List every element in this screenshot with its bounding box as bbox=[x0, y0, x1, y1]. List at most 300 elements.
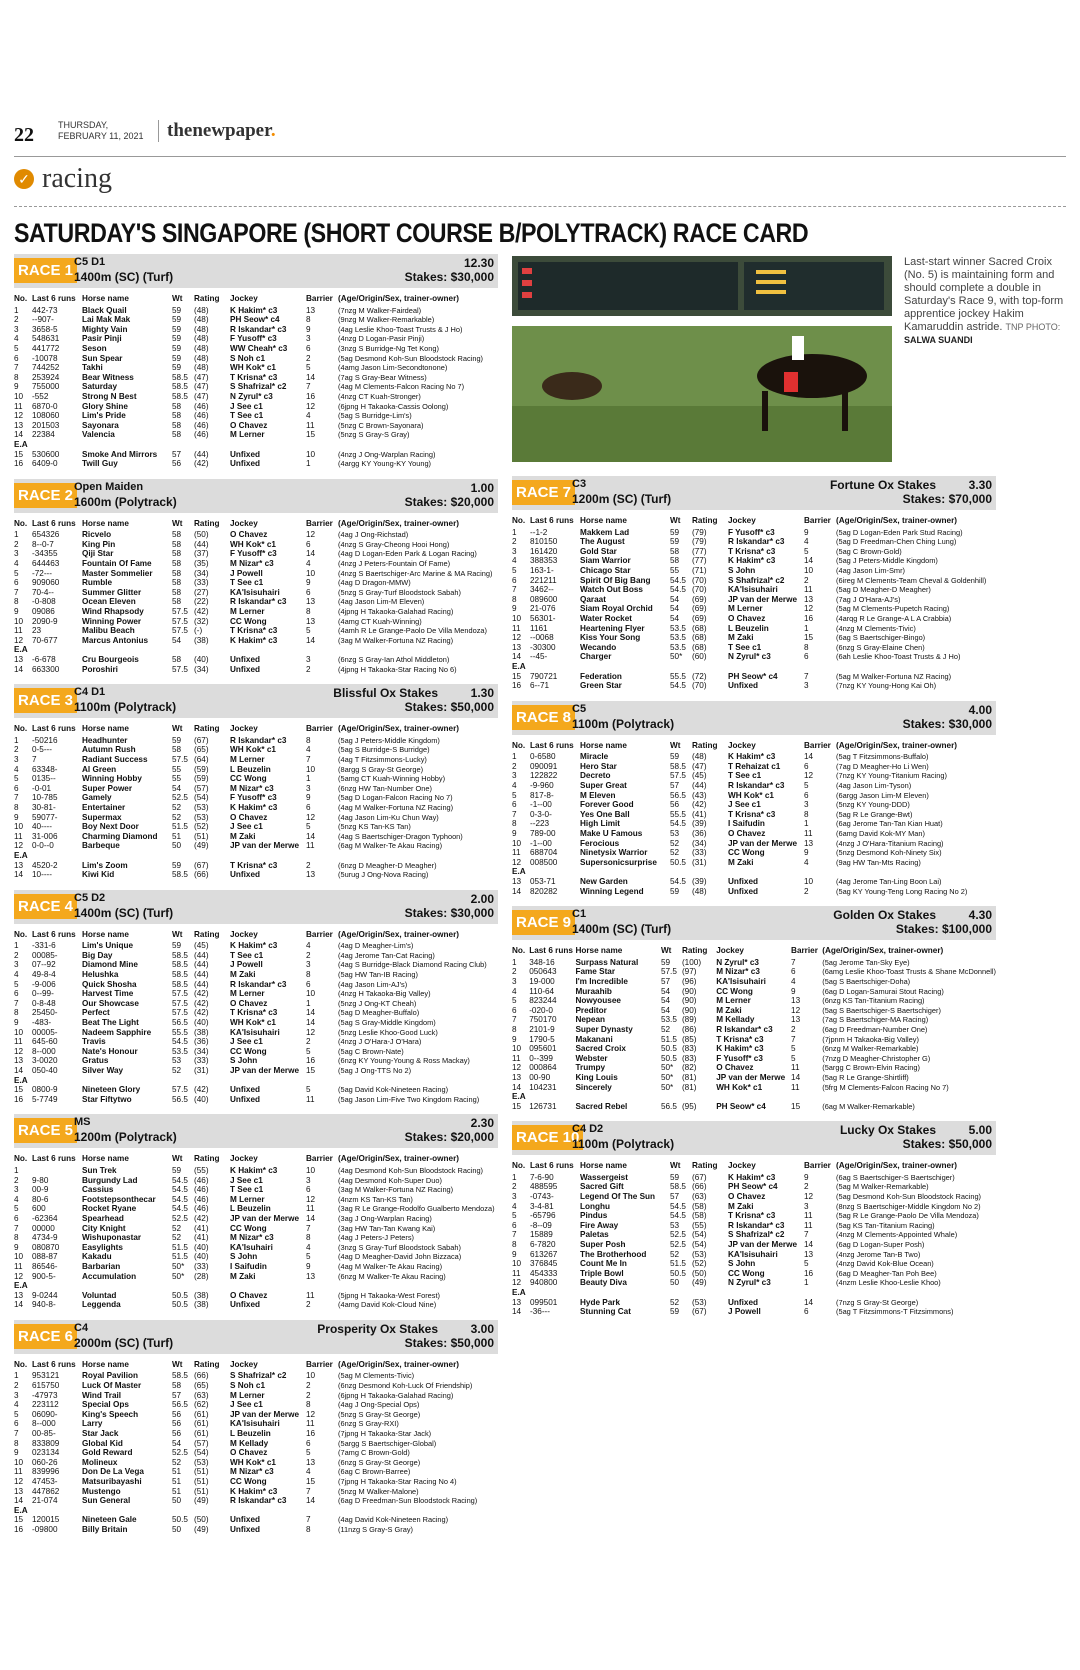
runner-cell: (5ag J Peters-Middle Kingdom) bbox=[338, 735, 440, 745]
race-time: 4.00 bbox=[968, 702, 992, 717]
runner-cell: -50216 bbox=[32, 735, 58, 745]
column-header: Jockey bbox=[716, 946, 744, 956]
runner-cell: 7 bbox=[14, 363, 19, 373]
runner-cell: 4 bbox=[14, 970, 19, 980]
runner-cell: 58.5 bbox=[172, 970, 188, 980]
runners-table bbox=[14, 294, 498, 469]
runner-cell: (5nzg C Brown-Sayonara) bbox=[338, 420, 424, 430]
runner-cell: (34) bbox=[692, 838, 707, 848]
runner-row bbox=[14, 430, 498, 440]
runner-cell: 6870-0 bbox=[32, 401, 58, 411]
runner-cell: O Chavez bbox=[716, 1063, 754, 1073]
runner-cell: (5nzg M Walker-Malone) bbox=[338, 1486, 419, 1496]
column-header: Barrier bbox=[306, 724, 333, 734]
runner-cell: (6jpng H Takaoka-Cassis Oolong) bbox=[338, 401, 449, 411]
race-time: 5.00 bbox=[968, 1123, 992, 1138]
runner-cell: 00-9 bbox=[32, 1185, 49, 1195]
runner-row bbox=[14, 832, 498, 842]
runner-row bbox=[14, 1233, 498, 1243]
runner-cell: 50* bbox=[172, 1271, 185, 1281]
column-header: Rating bbox=[692, 1161, 718, 1171]
column-header: Jockey bbox=[230, 929, 258, 939]
runner-cell: Ferocious bbox=[580, 838, 620, 848]
runner-cell: Charming Diamond bbox=[82, 831, 158, 841]
runner-row bbox=[14, 870, 498, 880]
runner-cell: 6 bbox=[14, 578, 19, 588]
runner-cell: 21-076 bbox=[530, 604, 556, 614]
runner-cell: (4ag J Peters-J Peters) bbox=[338, 1233, 414, 1243]
runner-cell: 3 bbox=[804, 800, 809, 810]
runner-cell: Matsuribayashi bbox=[82, 1477, 142, 1486]
column-header: Last 6 runs bbox=[32, 1154, 76, 1164]
runner-cell: 6 bbox=[14, 1213, 19, 1223]
ea-row bbox=[512, 1288, 996, 1298]
runner-row bbox=[512, 781, 996, 791]
runner-cell: 8 bbox=[14, 802, 19, 812]
runner-cell: 8 bbox=[14, 597, 19, 607]
runner-cell: M Kellady bbox=[716, 1015, 755, 1025]
runner-cell: 50 bbox=[172, 841, 182, 851]
race-card-3 bbox=[14, 684, 498, 880]
runner-row bbox=[14, 315, 498, 325]
runner-cell: Sun Spear bbox=[82, 353, 123, 363]
runner-cell: 13 bbox=[791, 1015, 801, 1025]
race-name: Blissful Ox Stakes bbox=[333, 686, 438, 701]
runner-cell: 14 bbox=[512, 1082, 522, 1092]
runner-cell: CC Wong bbox=[230, 616, 267, 626]
runner-cell: 59 bbox=[172, 334, 182, 344]
runner-cell: 1 bbox=[14, 1165, 19, 1175]
race-class: Open Maiden bbox=[74, 480, 144, 493]
race-header bbox=[14, 479, 498, 513]
runner-row bbox=[14, 655, 498, 665]
runner-cell: 5 bbox=[512, 790, 517, 800]
runner-cell: 56.5 bbox=[660, 1101, 677, 1111]
runner-cell: 16 bbox=[14, 459, 24, 469]
column-header: Horse name bbox=[82, 1154, 129, 1164]
runner-cell: (4nzg M Clements-Tivic) bbox=[836, 623, 916, 633]
runner-cell: N Zyrul* c3 bbox=[716, 957, 759, 967]
runner-cell: Diamond Mine bbox=[82, 960, 138, 970]
runner-cell: R Iskandar* c3 bbox=[230, 324, 287, 334]
runner-cell: (4ag M Clements-Falcon Racing No 7) bbox=[338, 382, 465, 392]
runner-cell: Triple Bowl bbox=[580, 1268, 624, 1278]
runner-cell: WH Kok* c1 bbox=[230, 1457, 276, 1467]
runners-table bbox=[512, 516, 996, 691]
runner-cell: 14 bbox=[306, 831, 316, 841]
runner-cell: 2 bbox=[306, 353, 311, 363]
table-header-row bbox=[14, 930, 498, 942]
column-header: Rating bbox=[681, 946, 708, 956]
runner-cell: (46) bbox=[194, 420, 209, 430]
runner-row bbox=[14, 1291, 498, 1301]
runner-cell: S Noh c1 bbox=[230, 1381, 266, 1391]
runner-row bbox=[512, 1298, 996, 1308]
caption-text: Last-start winner Sacred Croix (No. 5) is maintaining form and should complete a double in Saturday's Race 9, with top-form apprentice jockey Hakim Kamaruddin astride. bbox=[904, 256, 1064, 333]
runner-cell: (6ag Jerome Tan-Tan Kian Huat) bbox=[836, 819, 943, 829]
runner-cell: Winning Legend bbox=[580, 886, 644, 896]
runner-cell: -09800 bbox=[32, 1524, 58, 1534]
runner-row bbox=[14, 626, 498, 636]
runner-cell: Helushka bbox=[82, 970, 119, 980]
column-header: Last 6 runs bbox=[32, 724, 76, 734]
runner-cell: 161420 bbox=[530, 546, 558, 556]
runner-cell: 2 bbox=[14, 950, 19, 960]
runner-cell: 51.5 bbox=[172, 822, 188, 832]
runner-cell: (39) bbox=[692, 877, 707, 886]
runner-cell: 14 bbox=[14, 1496, 24, 1506]
runner-cell: Ricvelo bbox=[82, 530, 112, 540]
runner-cell: Pasir Pinji bbox=[82, 334, 122, 344]
column-header: Rating bbox=[194, 1154, 220, 1164]
runner-cell: 817-8- bbox=[530, 790, 554, 800]
runner-cell: 4 bbox=[512, 556, 517, 566]
runner-cell: (6nzg S Gray-Elaine Chen) bbox=[836, 642, 925, 652]
runner-cell: (4ag M Walker-Fortuna NZ Racing) bbox=[338, 802, 454, 812]
runner-row bbox=[512, 810, 996, 820]
ea-label: E.A bbox=[14, 1505, 28, 1515]
runner-cell: CC Wong bbox=[230, 1223, 267, 1233]
runner-cell: 13 bbox=[306, 305, 316, 315]
runner-cell: 9 bbox=[512, 829, 517, 839]
runner-row bbox=[14, 549, 498, 559]
runner-cell: (5ag D Meagher-D Meagher) bbox=[836, 585, 931, 595]
runner-cell: (66) bbox=[194, 1371, 209, 1381]
runner-cell: M Lerner bbox=[230, 1390, 265, 1400]
runner-cell: WH Kok* c1 bbox=[728, 790, 774, 800]
runner-cell: (4ag Jason Lim-Smr) bbox=[836, 565, 905, 575]
runner-cell: 10 bbox=[14, 1027, 24, 1037]
runner-row bbox=[14, 1429, 498, 1439]
runner-cell: Mustengo bbox=[82, 1486, 121, 1496]
runner-cell: 11 bbox=[512, 1268, 521, 1278]
runner-cell: Lim's Unique bbox=[82, 941, 134, 951]
runner-cell: King Louis bbox=[575, 1072, 618, 1082]
race-stakes: Stakes: $20,000 bbox=[404, 1130, 494, 1145]
column-header: Barrier bbox=[804, 516, 831, 525]
runner-cell: 5 bbox=[306, 1448, 311, 1458]
runner-cell: 6 bbox=[306, 979, 311, 989]
runner-cell: 50.5 bbox=[172, 1290, 188, 1300]
runners-table bbox=[14, 1360, 498, 1535]
runner-cell: (46) bbox=[194, 411, 209, 421]
runner-cell: Glory Shine bbox=[82, 401, 128, 411]
race-tag: RACE 10 bbox=[512, 1125, 583, 1150]
runner-cell: J See c1 bbox=[230, 401, 263, 411]
runner-cell: Marcus Antonius bbox=[82, 635, 149, 645]
runner-cell: Webster bbox=[575, 1053, 608, 1063]
runner-cell: Chicago Star bbox=[580, 565, 631, 575]
runner-cell: 11 bbox=[306, 420, 315, 430]
runner-cell: 86546- bbox=[32, 1261, 58, 1271]
runner-cell: Twill Guy bbox=[82, 459, 118, 469]
runner-cell: (48) bbox=[692, 886, 707, 896]
race-stakes: Stakes: $100,000 bbox=[895, 922, 992, 937]
runner-cell: 10 bbox=[804, 877, 814, 886]
runner-cell: (70) bbox=[692, 681, 707, 691]
race-stakes: Stakes: $30,000 bbox=[404, 905, 494, 920]
runner-cell: Silver Way bbox=[82, 1066, 124, 1075]
runner-cell: Easylights bbox=[82, 1242, 123, 1252]
runner-cell: (40) bbox=[194, 655, 209, 664]
runner-row bbox=[512, 752, 996, 762]
runner-cell: (4ag T Fitzsimmons-Lucky) bbox=[338, 754, 427, 764]
runner-cell: Hyde Park bbox=[580, 1297, 621, 1307]
runner-cell: (6jpng H Takaoka-Galahad Racing) bbox=[338, 1390, 454, 1400]
runner-cell: Accumulation bbox=[82, 1271, 137, 1281]
runner-cell: (5ag M Walker-Fortuna NZ Racing) bbox=[836, 671, 952, 681]
runner-cell: (31) bbox=[692, 857, 707, 867]
runner-row bbox=[512, 762, 996, 772]
runner-cell: Autumn Rush bbox=[82, 745, 136, 755]
runner-cell: PH Seow* c4 bbox=[230, 315, 280, 325]
runner-cell: 823244 bbox=[529, 996, 557, 1006]
column-header: Wt bbox=[172, 1359, 183, 1369]
runner-row bbox=[14, 402, 498, 412]
runner-cell: 6 bbox=[14, 783, 19, 793]
runner-cell: Surpass Natural bbox=[575, 957, 639, 967]
runner-cell: (5ag S Burridge-Lim's) bbox=[338, 411, 412, 421]
runner-cell: 54 bbox=[670, 594, 680, 604]
column-header: Last 6 runs bbox=[529, 946, 573, 956]
race-name: Fortune Ox Stakes bbox=[829, 478, 936, 492]
runner-cell: (54) bbox=[194, 1448, 209, 1458]
runner-cell: 9 bbox=[306, 793, 311, 803]
runner-cell: 13 bbox=[306, 597, 316, 607]
column-header: No. bbox=[14, 294, 28, 303]
runner-row bbox=[14, 1262, 498, 1272]
runner-cell: S Shafrizal* c2 bbox=[230, 1371, 287, 1381]
runner-cell: 57 bbox=[670, 1192, 680, 1202]
runner-cell: (70) bbox=[692, 585, 707, 595]
runner-cell: (72) bbox=[692, 671, 707, 681]
table-header-row bbox=[14, 294, 498, 306]
race-distance: 2000m (SC) (Turf) bbox=[74, 1335, 174, 1350]
runner-cell: S John bbox=[728, 565, 756, 575]
runner-cell: 5 bbox=[306, 363, 311, 373]
runner-cell: T Krisna* c3 bbox=[728, 809, 776, 819]
runner-row bbox=[512, 1102, 996, 1112]
runner-cell: M Zaki bbox=[728, 857, 754, 867]
runner-cell: 10 bbox=[306, 449, 316, 459]
runner-cell: 16 bbox=[804, 1268, 814, 1278]
runner-cell: 9 bbox=[791, 986, 796, 996]
runner-cell: O Chavez bbox=[230, 1290, 268, 1300]
runner-row bbox=[512, 1230, 996, 1240]
runner-row bbox=[14, 1214, 498, 1224]
runner-row bbox=[14, 1166, 498, 1176]
runner-cell: Valencia bbox=[82, 430, 115, 440]
runner-cell: 1 bbox=[804, 1278, 809, 1288]
runner-cell: 56 bbox=[172, 1419, 182, 1429]
runner-cell: 376845 bbox=[530, 1259, 558, 1269]
ea-label: E.A bbox=[512, 1092, 526, 1102]
race-card-2 bbox=[14, 479, 498, 675]
runner-cell: 58.5 bbox=[172, 1371, 188, 1381]
runner-cell: J Powell bbox=[728, 1307, 761, 1317]
runner-cell: -9-960 bbox=[530, 781, 554, 791]
runner-cell: 2 bbox=[306, 950, 311, 960]
runner-cell: (3nzg S Burridge-Ng Tet Kong) bbox=[338, 343, 439, 353]
runner-cell: 7 bbox=[14, 1429, 19, 1439]
runner-row bbox=[14, 1028, 498, 1038]
runner-row bbox=[14, 1515, 498, 1525]
runner-cell: 58 bbox=[172, 597, 182, 607]
runner-row bbox=[14, 736, 498, 746]
ea-label: E.A bbox=[14, 1281, 28, 1291]
runner-cell: (4nzg M Clements-Appointed Whale) bbox=[836, 1230, 958, 1240]
runner-cell: S John bbox=[230, 1252, 258, 1262]
race-class: C4 D1 bbox=[74, 686, 106, 699]
runner-cell: 57.5 bbox=[172, 664, 188, 674]
race-stakes: Stakes: $30,000 bbox=[902, 716, 992, 731]
runner-cell: O Chavez bbox=[230, 998, 268, 1008]
runner-cell: (36) bbox=[692, 829, 707, 839]
runner-cell: (69) bbox=[692, 604, 707, 614]
runner-cell: Special Ops bbox=[82, 1400, 129, 1410]
runner-cell: 2 bbox=[306, 664, 311, 674]
runner-cell: 50 bbox=[670, 1278, 680, 1288]
column-header: No. bbox=[512, 516, 526, 525]
runner-cell: 9 bbox=[14, 1018, 19, 1028]
runner-cell: (5ag KY Young-Teng Long Racing No 2) bbox=[836, 886, 968, 896]
runner-cell: 940800 bbox=[530, 1278, 558, 1288]
runner-cell: Sacred Rebel bbox=[575, 1101, 628, 1111]
runner-cell: (5nzg S Gray-Turf Bloodstock Sabah) bbox=[338, 587, 461, 597]
runner-cell: J See c1 bbox=[230, 822, 263, 832]
runner-cell: 56.5 bbox=[172, 1018, 188, 1028]
runner-cell: K Hakim* c3 bbox=[728, 556, 776, 566]
runner-cell: 6-7820 bbox=[530, 1240, 556, 1250]
runner-cell: 1 bbox=[14, 735, 19, 745]
ea-row bbox=[14, 1281, 498, 1291]
column-header: Last 6 runs bbox=[32, 1359, 76, 1369]
runner-cell: 52 bbox=[172, 1066, 182, 1075]
column-header: Rating bbox=[692, 516, 718, 525]
runner-cell: (51) bbox=[194, 1477, 209, 1486]
runner-cell: (7jpnm H Takaoka-Big Valley) bbox=[822, 1034, 919, 1044]
runner-cell: O Chavez bbox=[230, 420, 268, 430]
runner-cell: (7nzg KY Young-Titanium Racing) bbox=[836, 771, 947, 781]
runner-cell: 447862 bbox=[32, 1486, 60, 1496]
runner-cell: 23 bbox=[32, 626, 42, 636]
page-number: 22 bbox=[14, 124, 34, 146]
runner-cell: 14 bbox=[306, 1213, 316, 1223]
race-tag: RACE 5 bbox=[14, 1118, 77, 1143]
runner-cell: Unfixed bbox=[230, 1524, 261, 1534]
runner-cell: (5ag C Brown-Gold) bbox=[836, 546, 902, 556]
runner-cell: (44) bbox=[194, 979, 209, 989]
runner-cell: (4nzg CT Kuah-Stronger) bbox=[338, 391, 421, 401]
runner-cell: 51 bbox=[172, 831, 182, 841]
race-stakes: Stakes: $30,000 bbox=[404, 270, 494, 284]
runner-cell: 023134 bbox=[32, 1448, 60, 1458]
runner-cell: 1 bbox=[14, 1371, 19, 1381]
runner-cell: 58 bbox=[172, 530, 182, 540]
runner-cell: 16 bbox=[14, 1094, 24, 1104]
page-header bbox=[14, 120, 1066, 157]
runner-cell: 13 bbox=[512, 1072, 522, 1082]
runner-row bbox=[14, 951, 498, 961]
runner-row bbox=[512, 877, 996, 887]
runner-cell: Trumpy bbox=[575, 1063, 606, 1073]
runner-cell: 1 bbox=[804, 819, 809, 829]
runner-cell: F Yusoff* c3 bbox=[728, 527, 775, 537]
runner-cell: (6nzg S Gray-Ian Athol Middleton) bbox=[338, 655, 450, 664]
runner-cell: (3ag J Ong-Warplan Racing) bbox=[338, 1213, 432, 1223]
runner-cell: 59 bbox=[670, 1307, 680, 1317]
runner-cell: 4 bbox=[512, 781, 517, 791]
runner-cell: 2 bbox=[804, 1182, 809, 1192]
runner-cell: (70) bbox=[692, 575, 707, 585]
race-tag: RACE 4 bbox=[14, 894, 77, 919]
runner-cell: M Kellady bbox=[230, 1438, 269, 1448]
runner-row bbox=[14, 784, 498, 794]
column-header: No. bbox=[512, 946, 526, 956]
column-header: Horse name bbox=[82, 724, 129, 734]
runner-cell: 5 bbox=[14, 979, 19, 989]
runner-cell: 50.5 bbox=[172, 1300, 188, 1310]
runner-row bbox=[512, 1073, 996, 1083]
runner-cell: (38) bbox=[194, 1290, 209, 1300]
runner-row bbox=[512, 576, 996, 586]
runner-cell: (47) bbox=[194, 372, 209, 382]
runner-cell: 9 bbox=[14, 607, 19, 617]
runner-cell: 12 bbox=[306, 1027, 316, 1037]
runner-cell: Unfixed bbox=[728, 681, 759, 691]
runner-cell: -36--- bbox=[530, 1307, 551, 1317]
runner-cell: T Krisna* c3 bbox=[230, 860, 278, 870]
runner-cell: 3 bbox=[14, 960, 19, 970]
runner-cell: S John bbox=[230, 1056, 258, 1066]
runner-cell: 00-90 bbox=[529, 1072, 551, 1082]
page-date-text: FEBRUARY 11, 2021 bbox=[58, 131, 144, 141]
runner-cell: 10 bbox=[14, 616, 24, 626]
runner-cell: The Brotherhood bbox=[580, 1249, 647, 1259]
runner-cell: 2101-9 bbox=[529, 1024, 555, 1034]
race-stakes: Stakes: $70,000 bbox=[902, 492, 992, 506]
runner-cell: 54.5 bbox=[670, 1201, 686, 1211]
runner-cell: Federation bbox=[580, 671, 622, 681]
runner-cell: (4ag Jerome Tan-Cat Racing) bbox=[338, 950, 435, 960]
runner-row bbox=[14, 569, 498, 579]
runner-cell: M Lerner bbox=[230, 1194, 265, 1204]
runner-cell: 51.5 bbox=[670, 1259, 686, 1269]
runner-cell: 8--0-7 bbox=[32, 539, 54, 549]
runner-row bbox=[512, 1259, 996, 1269]
runner-cell: 7 bbox=[512, 585, 517, 595]
runner-cell: K Hakim* c3 bbox=[230, 1486, 278, 1496]
runner-cell: Sun Trek bbox=[82, 1165, 117, 1175]
runner-cell: JP van der Merwe bbox=[230, 1409, 300, 1419]
runner-cell: Nadeem Sapphire bbox=[82, 1027, 152, 1037]
column-header: Jockey bbox=[230, 1154, 258, 1164]
runner-cell: KA'Isisuhairi bbox=[716, 976, 766, 986]
runner-cell: 7 bbox=[512, 1015, 517, 1025]
runner-cell: 59 bbox=[670, 527, 680, 537]
runner-cell: F Yusoff* c3 bbox=[230, 334, 277, 344]
runner-cell: Black Quail bbox=[82, 305, 127, 315]
runner-cell: 59 bbox=[172, 324, 182, 334]
runner-cell: Perfect bbox=[82, 1008, 110, 1018]
runner-cell: (5ag KS Tan-Titanium Racing) bbox=[836, 1220, 935, 1230]
runner-cell: 3-4-81 bbox=[530, 1201, 554, 1211]
runner-cell: M Zaki bbox=[230, 1271, 256, 1281]
runner-cell: 4 bbox=[791, 976, 796, 986]
runner-cell: 57.5 bbox=[172, 754, 188, 764]
runner-cell: --0068 bbox=[530, 633, 554, 643]
runner-cell: (4nzg J Ong-Warplan Racing) bbox=[338, 449, 436, 459]
